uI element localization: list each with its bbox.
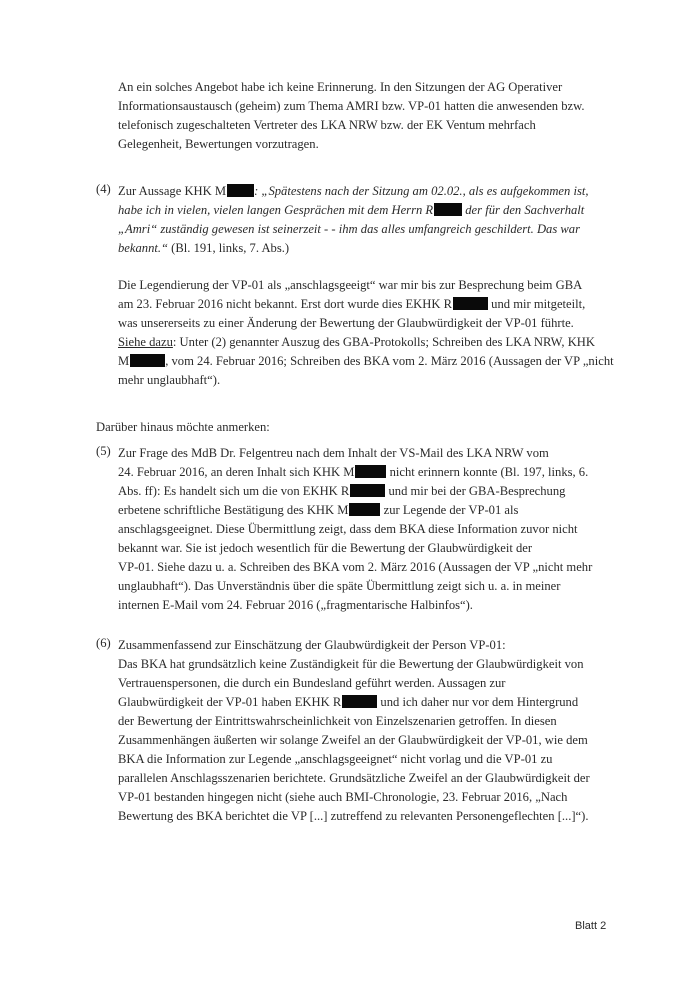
text-line: Zusammenfassend zur Einschätzung der Glaubwürdigkeit der Person VP-01:	[118, 638, 506, 652]
redaction-bar	[349, 503, 380, 516]
text-line: was unsererseits zu einer Änderung der Bewertung der Glaubwürdigkeit der VP-01 führte.	[118, 316, 574, 330]
text-line: parallelen Anschlagsszenarien berichtete. Grundsätzliche Zweifel an der Glaubwürdigkeit der	[118, 771, 590, 785]
redaction-bar	[355, 465, 386, 478]
redaction-bar	[434, 203, 462, 216]
text-segment: nicht erinnern konnte (Bl. 197, links, 6.	[386, 465, 589, 479]
text-segment: (Bl. 191, links, 7. Abs.)	[168, 241, 290, 255]
text-segment: 24. Februar 2016, an deren Inhalt sich KHK M	[118, 465, 355, 479]
text-segment: Glaubwürdigkeit der VP-01 haben EKHK R	[118, 695, 342, 709]
text-segment: M	[118, 354, 130, 368]
text-segment: am 23. Februar 2016 nicht bekannt. Erst dort wurde dies EKHK R	[118, 297, 453, 311]
text-segment: Zur Aussage KHK M	[118, 184, 227, 198]
see-reference: Siehe dazu	[118, 335, 173, 349]
text-line	[118, 352, 663, 371]
text-line	[118, 239, 663, 258]
text-line: An ein solches Angebot habe ich keine Erinnerung. In den Sitzungen der AG Operativer	[118, 80, 563, 94]
text-segment: der für den Sachverhalt	[462, 203, 585, 217]
text-line: mehr unglaubhaft“).	[118, 373, 221, 387]
text-line: anschlagsgeeignet. Diese Übermittlung zeigt, dass dem BKA diese Information zuvor nicht	[118, 522, 578, 536]
text-line: Vertrauenspersonen, die durch ein Bundesland geführt werden. Aussagen zur	[118, 676, 506, 690]
text-segment: „Amri“ zuständig gewesen ist seinerzeit - - ihm das alles umfangreich geschildert. Das war	[118, 222, 580, 236]
text-segment: , vom 24. Februar 2016; Schreiben des BKA vom 2. März 2016 (Aussagen der VP „nicht	[165, 354, 614, 368]
page-number: Blatt 2	[575, 920, 607, 932]
redaction-bar	[227, 184, 254, 197]
intro-line: Darüber hinaus möchte anmerken:	[96, 420, 270, 434]
text-line	[118, 463, 663, 482]
text-line: BKA die Information zur Legende „anschlagsgeeignet“ nicht vorlag und die VP-01 zu	[118, 752, 553, 766]
section-number-6: (6)	[96, 636, 111, 650]
text-segment: und mir bei der GBA-Besprechung	[385, 484, 566, 498]
text-line: Informationsaustausch (geheim) zum Thema AMRI bzw. VP-01 hatten die anwesenden bzw.	[118, 99, 585, 113]
section-number-5: (5)	[96, 444, 111, 458]
text-line: telefonisch zugeschalteten Vertreter des LKA NRW bzw. der EK Ventum mehrfach	[118, 118, 536, 132]
text-line: Das BKA hat grundsätzlich keine Zuständigkeit für die Bewertung der Glaubwürdigkeit von	[118, 657, 584, 671]
text-line: VP-01 bestanden hingegen nicht (siehe auch BMI-Chronologie, 23. Februar 2016, „Nach	[118, 790, 568, 804]
text-line	[118, 220, 663, 239]
text-line	[118, 482, 663, 501]
redaction-bar	[350, 484, 385, 497]
section-5-paragraph	[118, 444, 663, 615]
redaction-bar	[342, 695, 377, 708]
section-4-paragraph	[118, 276, 663, 390]
text-line	[118, 295, 663, 314]
section-4-quote	[118, 182, 663, 258]
text-line: unglaubhaft“). Das Unverständnis über die späte Übermittlung zeigt sich u. a. in meiner	[118, 579, 561, 593]
text-line: Gelegenheit, Bewertungen vorzutragen.	[118, 137, 319, 151]
text-line: der Bewertung der Eintrittswahrscheinlichkeit von Einzelszenarien getroffen. In diesen	[118, 714, 557, 728]
text-line: internen E-Mail vom 24. Februar 2016 („fragmentarische Halbinfos“).	[118, 598, 473, 612]
text-line: bekannt war. Sie ist jedoch wesentlich für die Bewertung der Glaubwürdigkeit der	[118, 541, 533, 555]
text-line: Bewertung des BKA berichtet die VP [...] zutreffend zu relevanten Personengeflechten [...]“).	[118, 809, 589, 823]
paragraph-intro	[118, 78, 663, 154]
text-line	[118, 333, 663, 352]
text-line: Zur Frage des MdB Dr. Felgentreu nach dem Inhalt der VS-Mail des LKA NRW vom	[118, 446, 549, 460]
text-segment: zur Legende der VP-01 als	[380, 503, 519, 517]
text-line	[118, 693, 663, 712]
text-line: Zusammenhängen äußerten wir solange Zweifel an der Glaubwürdigkeit der VP-01, wie dem	[118, 733, 588, 747]
text-line: Die Legendierung der VP-01 als „anschlagsgeeigt“ war mir bis zur Besprechung beim GBA	[118, 278, 583, 292]
redaction-bar	[130, 354, 165, 367]
text-line: VP-01. Siehe dazu u. a. Schreiben des BKA vom 2. März 2016 (Aussagen der VP „nicht mehr	[118, 560, 593, 574]
section-number-4: (4)	[96, 182, 111, 196]
text-segment: erbetene schriftliche Bestätigung des KHK M	[118, 503, 349, 517]
text-segment: : „Spätestens nach der Sitzung am 02.02., als es aufgekommen ist,	[254, 184, 589, 198]
text-segment: bekannt.“	[118, 241, 169, 255]
text-line	[118, 182, 663, 201]
text-line	[118, 501, 663, 520]
section-6-paragraph	[118, 636, 663, 826]
text-segment: Abs. ff): Es handelt sich um die von EKHK R	[118, 484, 350, 498]
text-segment: : Unter (2) genannter Auszug des GBA-Protokolls; Schreiben des LKA NRW, KHK	[172, 335, 595, 349]
text-segment: und ich daher nur vor dem Hintergrund	[377, 695, 579, 709]
text-segment: und mir mitgeteilt,	[488, 297, 586, 311]
text-line	[118, 201, 663, 220]
text-segment: habe ich in vielen, vielen langen Gesprächen mit dem Herrn R	[118, 203, 434, 217]
redaction-bar	[453, 297, 488, 310]
